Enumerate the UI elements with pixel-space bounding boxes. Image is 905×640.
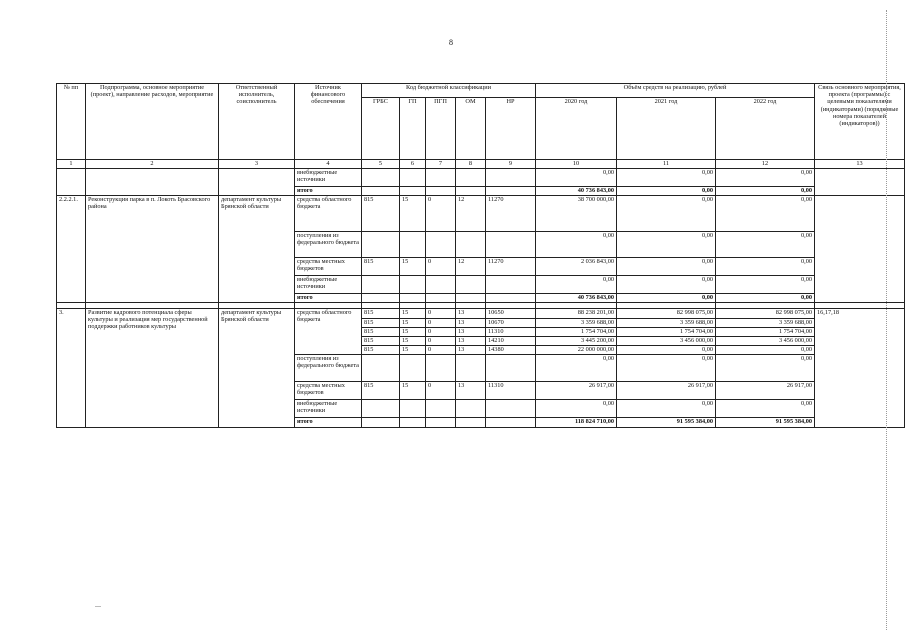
col-number: 1	[57, 160, 86, 169]
col-number: 5	[362, 160, 400, 169]
value-2021: 82 998 075,00	[617, 309, 716, 319]
value-2020: 0,00	[536, 355, 617, 382]
code-gp: 15	[400, 309, 426, 319]
source-cell: средства местных бюджетов	[295, 382, 362, 400]
code-nr: 10650	[486, 309, 536, 319]
value-2020: 0,00	[536, 169, 617, 187]
header-program: Подпрограмма, основное мероприятие (проект), направление расходов, мероприятие	[86, 84, 219, 160]
source-cell: итого	[295, 418, 362, 428]
value-2020: 88 238 201,00	[536, 309, 617, 319]
code-nr: 10670	[486, 319, 536, 328]
value-2021: 0,00	[617, 232, 716, 258]
table-row	[57, 196, 905, 232]
header-volume: Объём средств на реализацию, рублей	[536, 84, 815, 98]
code-om: 13	[456, 319, 486, 328]
value-2022: 3 359 688,00	[716, 319, 815, 328]
source-cell: внебюджетные источники	[295, 276, 362, 294]
scan-edge	[874, 10, 887, 630]
code-gp: 15	[400, 337, 426, 346]
header-gp: ГП	[400, 98, 426, 160]
value-2021: 0,00	[617, 294, 716, 303]
code-gp: 15	[400, 196, 426, 232]
value-2022: 0,00	[716, 169, 815, 187]
value-2021: 3 359 688,00	[617, 319, 716, 328]
col-number: 12	[716, 160, 815, 169]
code-pgp: 0	[426, 319, 456, 328]
row-number: 2.2.2.1.	[57, 196, 86, 303]
code-grbs: 815	[362, 196, 400, 232]
code-grbs: 815	[362, 319, 400, 328]
code-om: 12	[456, 196, 486, 232]
header-nr: НР	[486, 98, 536, 160]
code-pgp: 0	[426, 346, 456, 355]
value-2021: 0,00	[617, 276, 716, 294]
indicator-link: 16,17,18	[815, 309, 905, 428]
value-2022: 0,00	[716, 187, 815, 196]
value-2021: 91 595 384,00	[617, 418, 716, 428]
header-indicators: Связь основного мероприятия, проекта (программы) с целевыми показателями (индикаторами) (порядковые номера показателей (индикаторов))	[815, 84, 905, 160]
code-om: 13	[456, 382, 486, 400]
code-nr: 11310	[486, 382, 536, 400]
col-number: 2	[86, 160, 219, 169]
code-om: 13	[456, 346, 486, 355]
value-2022: 0,00	[716, 355, 815, 382]
code-grbs: 815	[362, 337, 400, 346]
table-row	[57, 309, 905, 319]
value-2022: 0,00	[716, 258, 815, 276]
code-gp: 15	[400, 328, 426, 337]
value-2022: 0,00	[716, 346, 815, 355]
value-2020: 0,00	[536, 232, 617, 258]
header-year-2022: 2022 год	[716, 98, 815, 160]
value-2020: 26 917,00	[536, 382, 617, 400]
code-nr: 14210	[486, 337, 536, 346]
value-2022: 0,00	[716, 232, 815, 258]
value-2020: 118 824 710,00	[536, 418, 617, 428]
header-source: Источник финансового обеспечения	[295, 84, 362, 160]
code-gp: 15	[400, 346, 426, 355]
header-grbs: ГРБС	[362, 98, 400, 160]
row-number: 3.	[57, 309, 86, 428]
code-pgp: 0	[426, 258, 456, 276]
code-gp: 15	[400, 382, 426, 400]
col-number: 9	[486, 160, 536, 169]
source-cell: поступления из федерального бюджета	[295, 232, 362, 258]
scan-mark	[95, 606, 101, 607]
executor-name: департамент культуры Брянской области	[219, 196, 295, 303]
code-pgp: 0	[426, 196, 456, 232]
value-2022: 1 754 704,00	[716, 328, 815, 337]
code-pgp: 0	[426, 382, 456, 400]
code-grbs: 815	[362, 346, 400, 355]
source-cell: внебюджетные источники	[295, 169, 362, 187]
source-cell: средства областного бюджета	[295, 309, 362, 355]
source-cell: средства областного бюджета	[295, 196, 362, 232]
value-2022: 26 917,00	[716, 382, 815, 400]
code-grbs: 815	[362, 309, 400, 319]
value-2020: 1 754 704,00	[536, 328, 617, 337]
header-num: № пп	[57, 84, 86, 160]
header-pgp: ПГП	[426, 98, 456, 160]
value-2021: 3 456 000,00	[617, 337, 716, 346]
value-2021: 1 754 704,00	[617, 328, 716, 337]
value-2021: 0,00	[617, 169, 716, 187]
value-2022: 82 998 075,00	[716, 309, 815, 319]
value-2021: 0,00	[617, 400, 716, 418]
col-number: 7	[426, 160, 456, 169]
source-cell: внебюджетные источники	[295, 400, 362, 418]
col-number: 11	[617, 160, 716, 169]
source-cell: итого	[295, 187, 362, 196]
col-number: 6	[400, 160, 426, 169]
page-number: 8	[449, 38, 453, 47]
value-2020: 3 445 200,00	[536, 337, 617, 346]
measure-name: Развитие кадрового потенциала сферы культуры и реализация мер государственной поддержки работников культуры	[86, 309, 219, 428]
col-number: 10	[536, 160, 617, 169]
col-number: 8	[456, 160, 486, 169]
executor-name: департамент культуры Брянской области	[219, 309, 295, 428]
value-2020: 0,00	[536, 400, 617, 418]
code-pgp: 0	[426, 309, 456, 319]
program-table	[56, 83, 905, 428]
table-row	[57, 169, 905, 187]
value-2022: 0,00	[716, 400, 815, 418]
code-nr: 11270	[486, 196, 536, 232]
value-2021: 26 917,00	[617, 382, 716, 400]
source-cell: средства местных бюджетов	[295, 258, 362, 276]
value-2021: 0,00	[617, 196, 716, 232]
code-grbs: 815	[362, 258, 400, 276]
value-2021: 0,00	[617, 346, 716, 355]
value-2022: 0,00	[716, 196, 815, 232]
code-om: 13	[456, 328, 486, 337]
code-om: 12	[456, 258, 486, 276]
header-om: ОМ	[456, 98, 486, 160]
value-2022: 0,00	[716, 276, 815, 294]
code-om: 13	[456, 309, 486, 319]
value-2020: 40 736 843,00	[536, 187, 617, 196]
column-numbers-row	[57, 160, 905, 169]
code-pgp: 0	[426, 337, 456, 346]
value-2022: 3 456 000,00	[716, 337, 815, 346]
code-pgp: 0	[426, 328, 456, 337]
value-2020: 3 359 688,00	[536, 319, 617, 328]
value-2021: 0,00	[617, 258, 716, 276]
value-2020: 40 736 843,00	[536, 294, 617, 303]
value-2020: 2 036 843,00	[536, 258, 617, 276]
header-year-2020: 2020 год	[536, 98, 617, 160]
measure-name: Реконструкция парка в п. Локоть Брасовского района	[86, 196, 219, 303]
header-executor: Ответственный исполнитель, соисполнитель	[219, 84, 295, 160]
value-2020: 0,00	[536, 276, 617, 294]
col-number: 3	[219, 160, 295, 169]
value-2022: 91 595 384,00	[716, 418, 815, 428]
source-cell: итого	[295, 294, 362, 303]
value-2020: 38 700 000,00	[536, 196, 617, 232]
code-gp: 15	[400, 319, 426, 328]
source-cell: поступления из федерального бюджета	[295, 355, 362, 382]
header-year-2021: 2021 год	[617, 98, 716, 160]
col-number: 13	[815, 160, 905, 169]
code-nr: 11310	[486, 328, 536, 337]
header-budget-codes: Код бюджетной классификации	[362, 84, 536, 98]
code-om: 13	[456, 337, 486, 346]
code-nr: 11270	[486, 258, 536, 276]
value-2021: 0,00	[617, 355, 716, 382]
code-gp: 15	[400, 258, 426, 276]
value-2022: 0,00	[716, 294, 815, 303]
col-number: 4	[295, 160, 362, 169]
code-nr: 14380	[486, 346, 536, 355]
value-2020: 22 000 000,00	[536, 346, 617, 355]
code-grbs: 815	[362, 382, 400, 400]
value-2021: 0,00	[617, 187, 716, 196]
code-grbs: 815	[362, 328, 400, 337]
